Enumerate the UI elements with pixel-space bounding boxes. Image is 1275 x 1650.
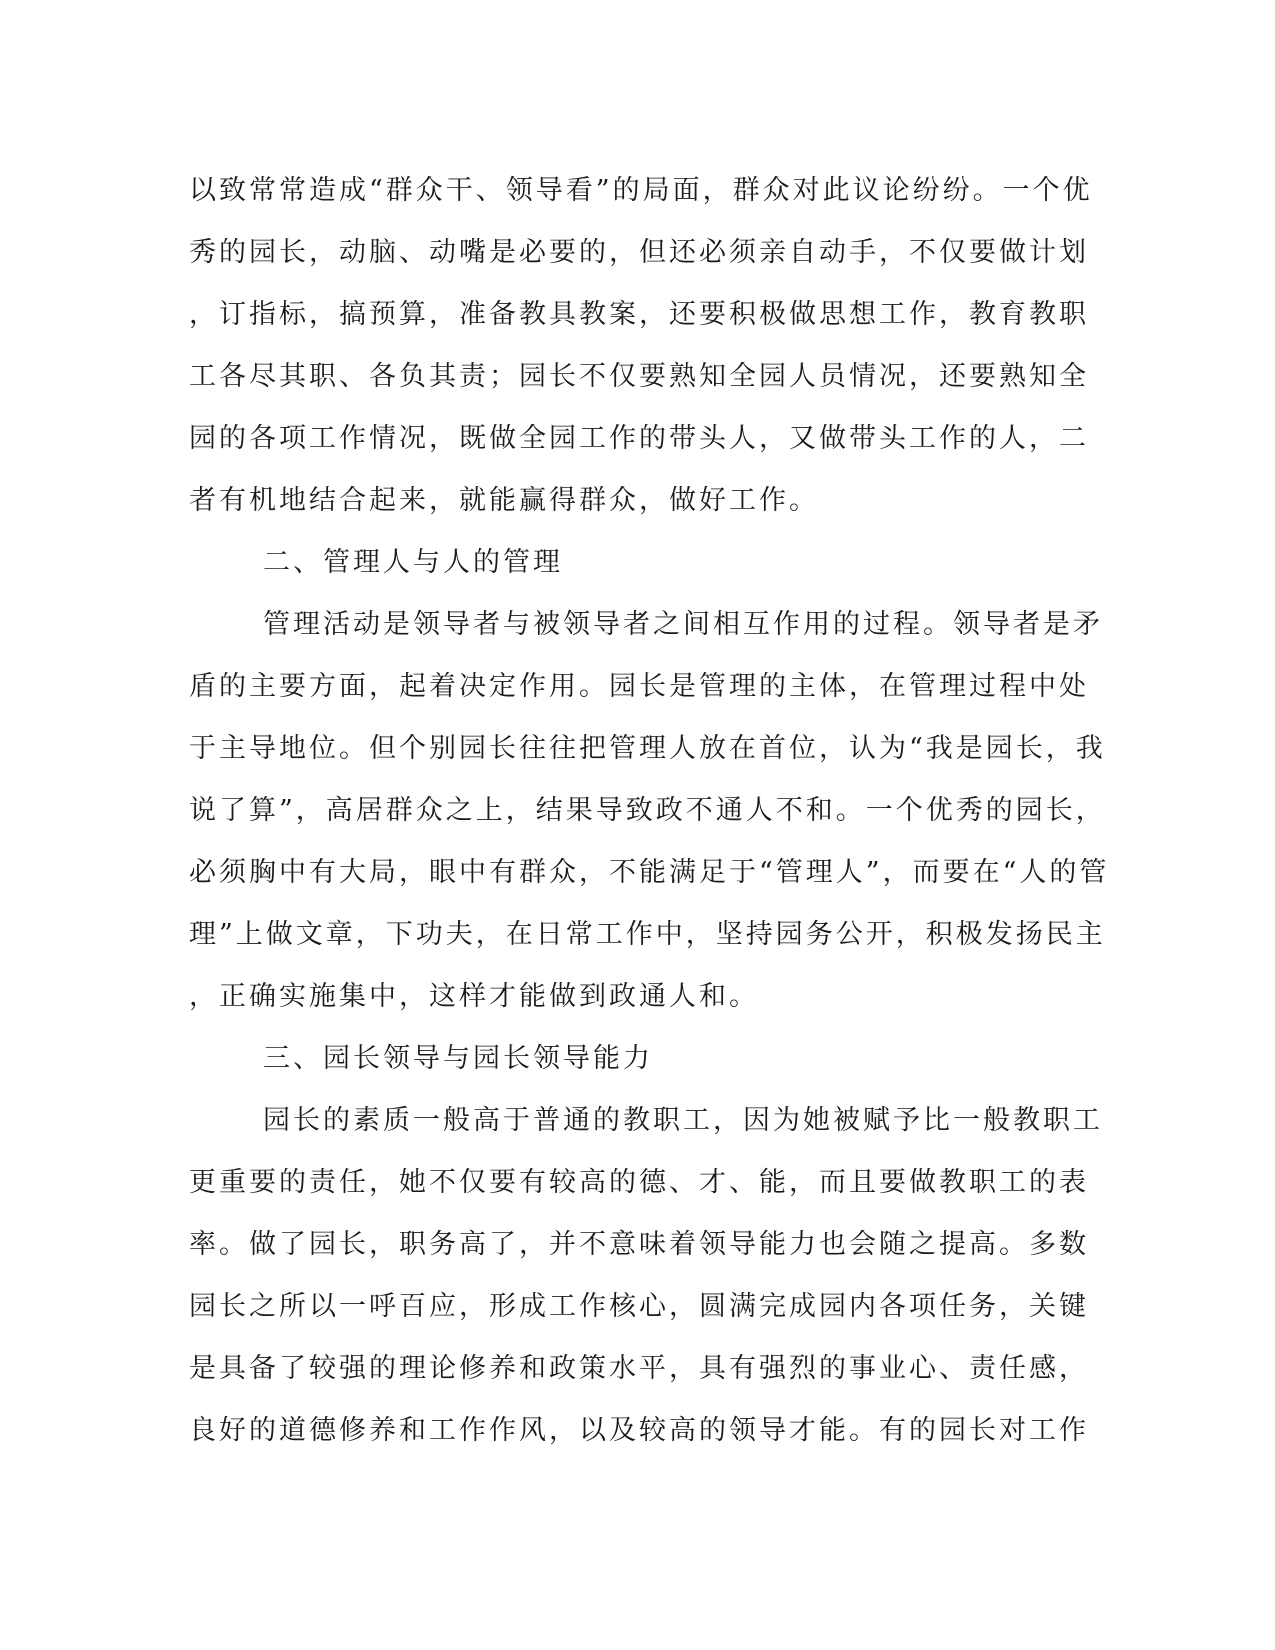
text-line: 工各尽其职、各负其责；园长不仅要熟知全园人员情况，还要熟知全 (189, 361, 1089, 392)
text-line: ，正确实施集中，这样才能做到政通人和。 (189, 981, 759, 1012)
paragraph-start: 管理活动是领导者与被领导者之间相互作用的过程。领导者是矛 (263, 609, 1103, 640)
text-line: 良好的道德修养和工作作风，以及较高的领导才能。有的园长对工作 (189, 1415, 1089, 1446)
text-line: 说了算”，高居群众之上，结果导致政不通人不和。一个优秀的园长， (189, 795, 1106, 826)
text-line: 更重要的责任，她不仅要有较高的德、才、能，而且要做教职工的表 (189, 1167, 1089, 1198)
text-line: 以致常常造成“群众干、领导看”的局面，群众对此议论纷纷。一个优 (189, 175, 1093, 206)
text-line: 园的各项工作情况，既做全园工作的带头人，又做带头工作的人，二 (189, 423, 1089, 454)
text-line: 理”上做文章，下功夫，在日常工作中，坚持园务公开，积极发扬民主 (189, 919, 1106, 950)
text-line: 秀的园长，动脑、动嘴是必要的，但还必须亲自动手，不仅要做计划 (189, 237, 1089, 268)
body-text (189, 160, 1110, 1462)
text-line: 率。做了园长，职务高了，并不意味着领导能力也会随之提高。多数 (189, 1229, 1089, 1260)
section-heading: 二、管理人与人的管理 (263, 547, 563, 578)
text-line: 盾的主要方面，起着决定作用。园长是管理的主体，在管理过程中处 (189, 671, 1089, 702)
text-line: 是具备了较强的理论修养和政策水平，具有强烈的事业心、责任感， (189, 1353, 1089, 1384)
paragraph-start: 园长的素质一般高于普通的教职工，因为她被赋予比一般教职工 (263, 1105, 1103, 1136)
text-line: 园长之所以一呼百应，形成工作核心，圆满完成园内各项任务，关键 (189, 1291, 1089, 1322)
text-line: ，订指标，搞预算，准备教具教案，还要积极做思想工作，教育教职 (189, 299, 1089, 330)
text-line: 者有机地结合起来，就能赢得群众，做好工作。 (189, 485, 819, 516)
section-heading: 三、园长领导与园长领导能力 (263, 1043, 653, 1074)
text-line: 于主导地位。但个别园长往往把管理人放在首位，认为“我是园长，我 (189, 733, 1106, 764)
text-line: 必须胸中有大局，眼中有群众，不能满足于“管理人”，而要在“人的管 (189, 857, 1110, 888)
